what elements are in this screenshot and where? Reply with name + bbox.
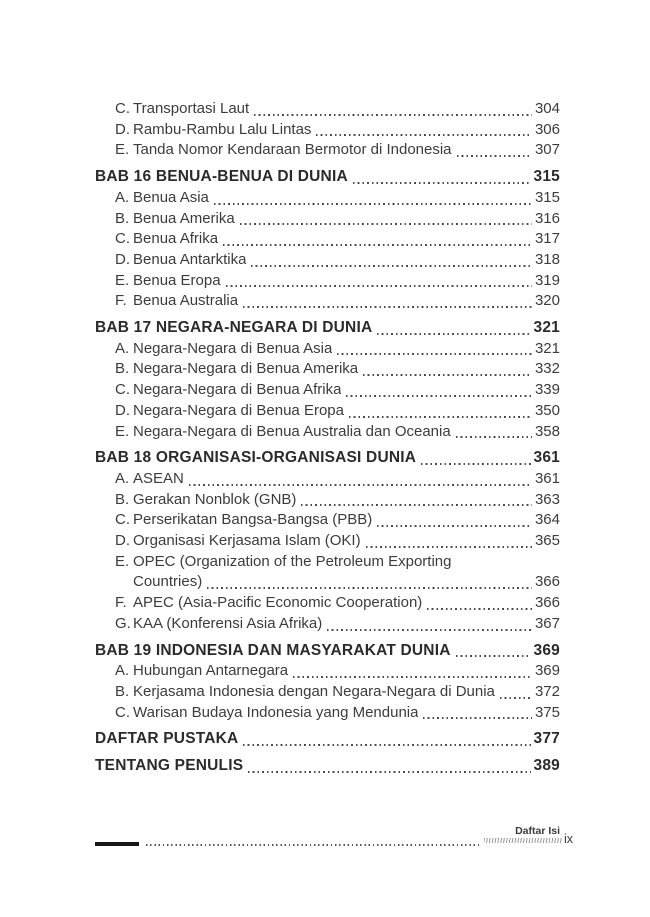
dot-leader (423, 717, 532, 719)
dot-leader (223, 244, 532, 246)
chapter-heading (95, 641, 560, 662)
toc-entry (95, 614, 560, 635)
entry-letter: D. (115, 120, 130, 138)
toc-entry (95, 682, 560, 703)
entry-page-number: 318 (534, 250, 560, 268)
toc-entry (95, 531, 560, 552)
toc-entry (95, 229, 560, 250)
dot-leader (377, 333, 530, 335)
toc-entry (95, 661, 560, 682)
toc-entry (95, 359, 560, 380)
entry-title: Transportasi Laut (133, 100, 250, 117)
entry-page-number: 319 (534, 271, 560, 289)
entry-title: Negara-Negara di Benua Eropa (133, 401, 344, 419)
entry-page-number: 375 (534, 703, 560, 721)
dot-leader (251, 265, 532, 267)
chapter-title: BAB 17 NEGARA-NEGARA DI DUNIA (95, 319, 373, 337)
entry-page-number: 361 (534, 469, 560, 487)
dot-leader (248, 771, 530, 773)
chapter-heading (95, 318, 560, 339)
dot-leader (427, 608, 532, 610)
entry-title: Kerjasama Indonesia dengan Negara-Negara di Dunia (133, 682, 495, 700)
entry-letter: D. (115, 401, 130, 419)
dot-leader (363, 374, 532, 376)
toc-entry (95, 209, 560, 230)
dot-leader (254, 114, 532, 116)
entry-letter: B. (115, 209, 130, 227)
entry-letter: C. (115, 100, 130, 117)
chapter-heading (95, 167, 560, 188)
dot-leader (421, 463, 530, 465)
entry-title: Negara-Negara di Benua Australia dan Oceania (133, 422, 451, 440)
footer-page-number: ix (564, 832, 574, 846)
toc-entry (95, 510, 560, 531)
entry-letter: C. (115, 381, 130, 399)
entry-page-number: 315 (534, 188, 560, 206)
entry-letter: B. (115, 490, 130, 508)
entry-letter: E. (115, 552, 130, 570)
entry-title: APEC (Asia-Pacific Economic Cooperation) (133, 594, 423, 612)
entry-title: Benua Eropa (133, 271, 221, 289)
footer-rule-bar (95, 842, 139, 846)
entry-page-number: 316 (534, 209, 560, 227)
chapter-heading (95, 729, 560, 750)
toc-entry (95, 380, 560, 401)
entry-title: Warisan Budaya Indonesia yang Mendunia (133, 703, 419, 721)
dot-leader (346, 395, 532, 397)
dot-leader (243, 744, 530, 746)
entry-title: Negara-Negara di Benua Amerika (133, 360, 359, 378)
chapter-title: BAB 19 INDONESIA DAN MASYARAKAT DUNIA (95, 641, 451, 659)
entry-letter: D. (115, 532, 130, 550)
entry-letter: B. (115, 682, 130, 700)
entry-title: Benua Antarktika (133, 250, 247, 268)
entry-page-number: 339 (534, 381, 560, 399)
footer-section-label: Daftar Isi (515, 825, 560, 837)
chapter-page-number: 321 (533, 319, 560, 337)
chapter-heading (95, 756, 560, 777)
toc-entry (95, 422, 560, 443)
toc-entry-continuation (95, 572, 560, 593)
entry-title: OPEC (Organization of the Petroleum Exporting (133, 552, 452, 570)
dot-leader (189, 484, 532, 486)
entry-letter: F. (115, 594, 127, 612)
toc-entry (95, 401, 560, 422)
entry-page-number: 350 (534, 401, 560, 419)
entry-letter: G. (115, 614, 131, 632)
entry-title: ASEAN (133, 469, 184, 487)
dot-leader (293, 676, 532, 678)
entry-title: Benua Australia (133, 292, 239, 310)
entry-page-number: 366 (534, 594, 560, 612)
chapter-title: BAB 18 ORGANISASI-ORGANISASI DUNIA (95, 449, 417, 467)
toc-entry (95, 291, 560, 312)
dot-leader (207, 587, 532, 589)
toc-entry (95, 469, 560, 490)
toc-entry (95, 120, 560, 141)
entry-title: Perserikatan Bangsa-Bangsa (PBB) (133, 511, 373, 529)
entry-letter: A. (115, 339, 130, 357)
entry-title: KAA (Konferensi Asia Afrika) (133, 614, 323, 632)
footer-hatch-line (484, 838, 562, 843)
toc-entry (95, 140, 560, 161)
entry-letter: E. (115, 422, 130, 440)
entry-page-number: 358 (534, 422, 560, 440)
entry-title: Countries) (133, 573, 203, 591)
entry-letter: E. (115, 271, 130, 289)
chapter-page-number: 389 (533, 757, 560, 775)
dot-leader (456, 655, 531, 657)
dot-leader (337, 353, 532, 355)
entry-page-number: 321 (534, 339, 560, 357)
entry-page-number: 366 (534, 573, 560, 591)
chapter-title: DAFTAR PUSTAKA (95, 730, 239, 748)
entry-letter: C. (115, 703, 130, 721)
table-of-contents (95, 99, 560, 777)
entry-page-number: 307 (534, 141, 560, 159)
entry-page-number: 365 (534, 532, 560, 550)
entry-letter: A. (115, 662, 130, 680)
chapter-page-number: 377 (533, 730, 560, 748)
toc-entry (95, 188, 560, 209)
footer-dot-leader (146, 844, 482, 846)
toc-entry (95, 250, 560, 271)
entry-page-number: 320 (534, 292, 560, 310)
entry-page-number: 364 (534, 511, 560, 529)
entry-letter: D. (115, 250, 130, 268)
entry-letter: F. (115, 292, 127, 310)
chapter-title: TENTANG PENULIS (95, 757, 244, 775)
entry-title: Hubungan Antarnegara (133, 662, 289, 680)
entry-title: Negara-Negara di Benua Asia (133, 339, 333, 357)
toc-entry (95, 552, 560, 573)
toc-entry (95, 593, 560, 614)
entry-letter: A. (115, 188, 130, 206)
dot-leader (366, 546, 532, 548)
entry-title: Organisasi Kerjasama Islam (OKI) (133, 532, 361, 550)
dot-leader (457, 155, 532, 157)
entry-letter: C. (115, 511, 130, 529)
dot-leader (301, 504, 532, 506)
entry-page-number: 363 (534, 490, 560, 508)
chapter-page-number: 361 (533, 449, 560, 467)
entry-title: Gerakan Nonblok (GNB) (133, 490, 297, 508)
entry-title: Tanda Nomor Kendaraan Bermotor di Indonesia (133, 141, 452, 159)
entry-page-number: 367 (534, 614, 560, 632)
entry-title: Benua Afrika (133, 230, 219, 248)
entry-page-number: 332 (534, 360, 560, 378)
dot-leader (243, 306, 532, 308)
toc-entry (95, 339, 560, 360)
dot-leader (353, 182, 531, 184)
entry-page-number: 304 (534, 100, 560, 117)
entry-letter: A. (115, 469, 130, 487)
entry-page-number: 372 (534, 682, 560, 700)
entry-title: Benua Amerika (133, 209, 235, 227)
entry-letter: C. (115, 230, 130, 248)
entry-title: Negara-Negara di Benua Afrika (133, 381, 342, 399)
entry-page-number: 306 (534, 120, 560, 138)
dot-leader (240, 223, 532, 225)
dot-leader (226, 285, 532, 287)
chapter-heading (95, 448, 560, 469)
entry-page-number: 317 (534, 230, 560, 248)
dot-leader (316, 134, 532, 136)
entry-page-number: 369 (534, 662, 560, 680)
toc-entry (95, 99, 560, 120)
entry-title: Benua Asia (133, 188, 209, 206)
entry-letter: E. (115, 141, 130, 159)
entry-letter: B. (115, 360, 130, 378)
dot-leader (500, 697, 532, 699)
dot-leader (456, 436, 532, 438)
dot-leader (377, 525, 532, 527)
chapter-title: BAB 16 BENUA-BENUA DI DUNIA (95, 168, 348, 186)
toc-entry (95, 490, 560, 511)
toc-entry (95, 271, 560, 292)
dot-leader (214, 203, 532, 205)
dot-leader (349, 416, 532, 418)
chapter-page-number: 369 (533, 641, 560, 659)
toc-entry (95, 703, 560, 724)
entry-title: Rambu-Rambu Lalu Lintas (133, 120, 312, 138)
chapter-page-number: 315 (533, 168, 560, 186)
dot-leader (327, 629, 532, 631)
